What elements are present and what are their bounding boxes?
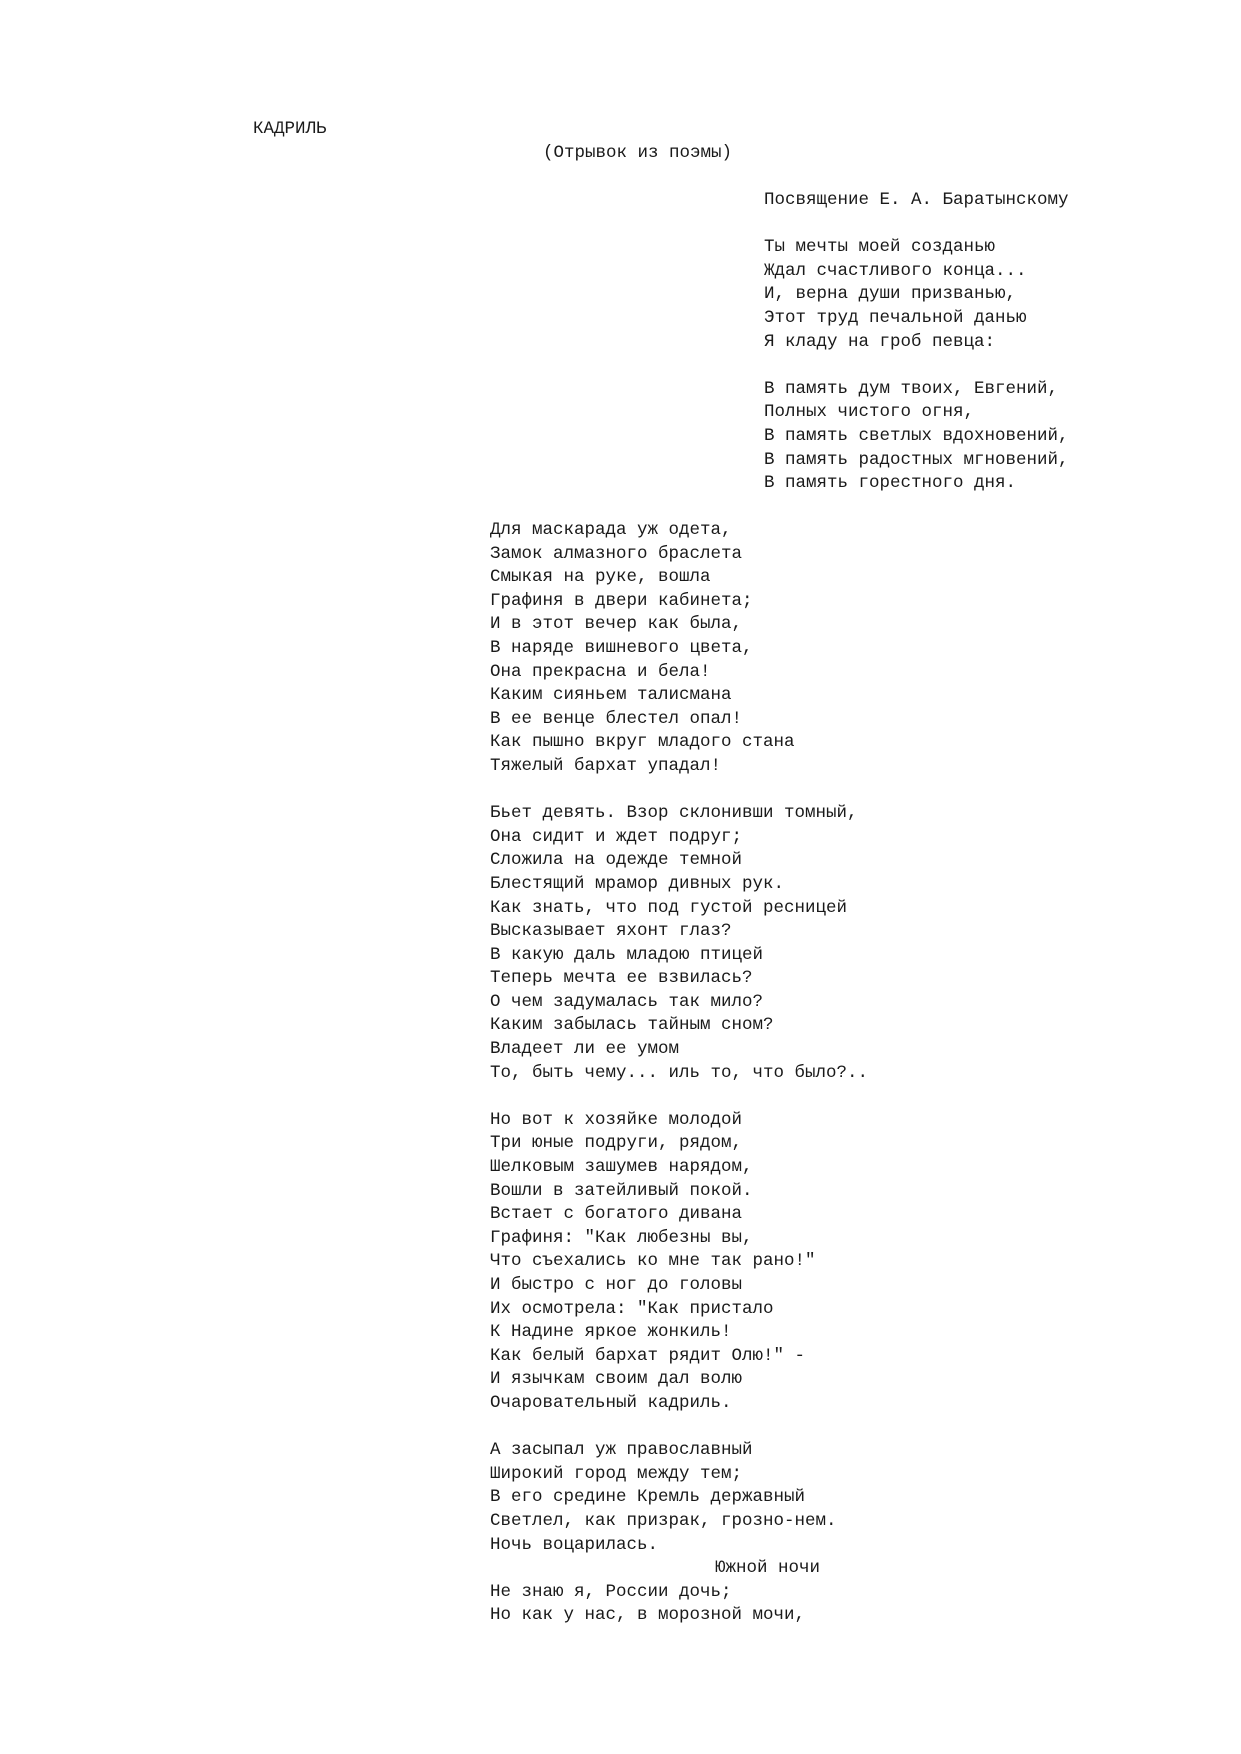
verse-line: Но вот к хозяйке молодой <box>490 1109 743 1130</box>
dedication-heading: Посвящение Е. А. Баратынскому <box>764 190 1069 210</box>
verse-line: О чем задумалась так мило? <box>490 991 764 1012</box>
verse-line: Вошли в затейливый покой. <box>490 1180 753 1201</box>
verse-line: Сложила на одежде темной <box>490 850 743 871</box>
verse-line: И быстро с ног до головы <box>490 1275 743 1295</box>
verse-line: Каким забылась тайным сном? <box>490 1015 774 1036</box>
verse-line: Тяжелый бархат упадал! <box>490 755 722 776</box>
dedication-stanza <box>764 236 1234 354</box>
verse-line: То, быть чему... иль то, что было?.. <box>490 1062 869 1083</box>
verse-line: В наряде вишневого цвета, <box>490 637 753 658</box>
verse-line: И, верна души призванью, <box>764 284 1017 305</box>
poem-stanza <box>490 802 1210 1085</box>
verse-line: Как пышно вкруг младого стана <box>490 732 795 753</box>
verse-line: Как белый бархат рядит Олю!" - <box>490 1345 806 1366</box>
verse-line: Смыкая на руке, вошла <box>490 567 711 588</box>
verse-line: В память дум твоих, Евгений, <box>764 378 1059 399</box>
verse-line: Ты мечты моей созданью <box>764 237 996 258</box>
verse-line: В память горестного дня. <box>764 473 1017 494</box>
verse-line: Южной ночи <box>715 1558 821 1579</box>
verse-line: Этот труд печальной данью <box>764 307 1027 328</box>
verse-line: И в этот вечер как была, <box>490 614 743 635</box>
poem-stanza <box>490 1439 1210 1628</box>
verse-line: Широкий город между тем; <box>490 1463 743 1484</box>
dedication-stanza <box>764 378 1234 496</box>
verse-line: Каким сияньем талисмана <box>490 685 732 706</box>
verse-line: В ее венце блестел опал! <box>490 708 743 729</box>
verse-line: В какую даль младою птицей <box>490 944 764 965</box>
verse-line: Шелковым зашумев нарядом, <box>490 1157 753 1178</box>
verse-line: Графиня: "Как любезны вы, <box>490 1227 753 1248</box>
verse-line: Полных чистого огня, <box>764 402 975 423</box>
verse-line: Светлел, как призрак, грозно-нем. <box>490 1510 837 1531</box>
verse-line: Владеет ли ее умом <box>490 1039 680 1060</box>
verse-line: Но как у нас, в морозной мочи, <box>490 1605 806 1626</box>
verse-line: В память радостных мгновений, <box>764 449 1069 470</box>
poem-subtitle: (Отрывок из поэмы) <box>543 143 733 163</box>
verse-line: Их осмотрела: "Как пристало <box>490 1298 774 1319</box>
verse-line: Бьет девять. Взор склонивши томный, <box>490 803 858 824</box>
verse-line: Для маскарада уж одета, <box>490 520 732 540</box>
dedication-block <box>764 189 1234 519</box>
verse-line: А засыпал уж православный <box>490 1440 753 1461</box>
verse-line: Замок алмазного браслета <box>490 543 743 564</box>
verse-line: Она прекрасна и бела! <box>490 661 711 682</box>
verse-line: Теперь мечта ее взвилась? <box>490 968 753 989</box>
verse-line: Ночь воцарилась. <box>490 1534 659 1555</box>
verse-line: Графиня в двери кабинета; <box>490 590 753 611</box>
verse-line: Блестящий мрамор дивных рук. <box>490 873 785 894</box>
verse-line: Не знаю я, России дочь; <box>490 1581 732 1602</box>
poem-body <box>490 519 1210 1652</box>
verse-line: И язычкам своим дал волю <box>490 1369 743 1390</box>
verse-line: Три юные подруги, рядом, <box>490 1133 743 1154</box>
poem-stanza <box>490 1109 1210 1416</box>
poem-title: КАДРИЛЬ <box>253 119 327 139</box>
verse-line: Я кладу на гроб певца: <box>764 331 996 352</box>
verse-line: Что съехались ко мне так рано!" <box>490 1251 816 1272</box>
verse-line: Как знать, что под густой ресницей <box>490 897 848 918</box>
verse-line: Ждал счастливого конца... <box>764 260 1027 281</box>
verse-line: Очаровательный кадриль. <box>490 1392 732 1413</box>
poem-stanza <box>490 519 1210 779</box>
verse-line: Она сидит и ждет подруг; <box>490 826 743 847</box>
verse-line: В его средине Кремль державный <box>490 1487 806 1508</box>
dedication-heading-block <box>764 189 1234 213</box>
verse-line: Высказывает яхонт глаз? <box>490 921 732 942</box>
verse-line: Встает с богатого дивана <box>490 1204 743 1225</box>
verse-line: К Надине яркое жонкиль! <box>490 1322 732 1343</box>
verse-line: В память светлых вдохновений, <box>764 425 1069 446</box>
